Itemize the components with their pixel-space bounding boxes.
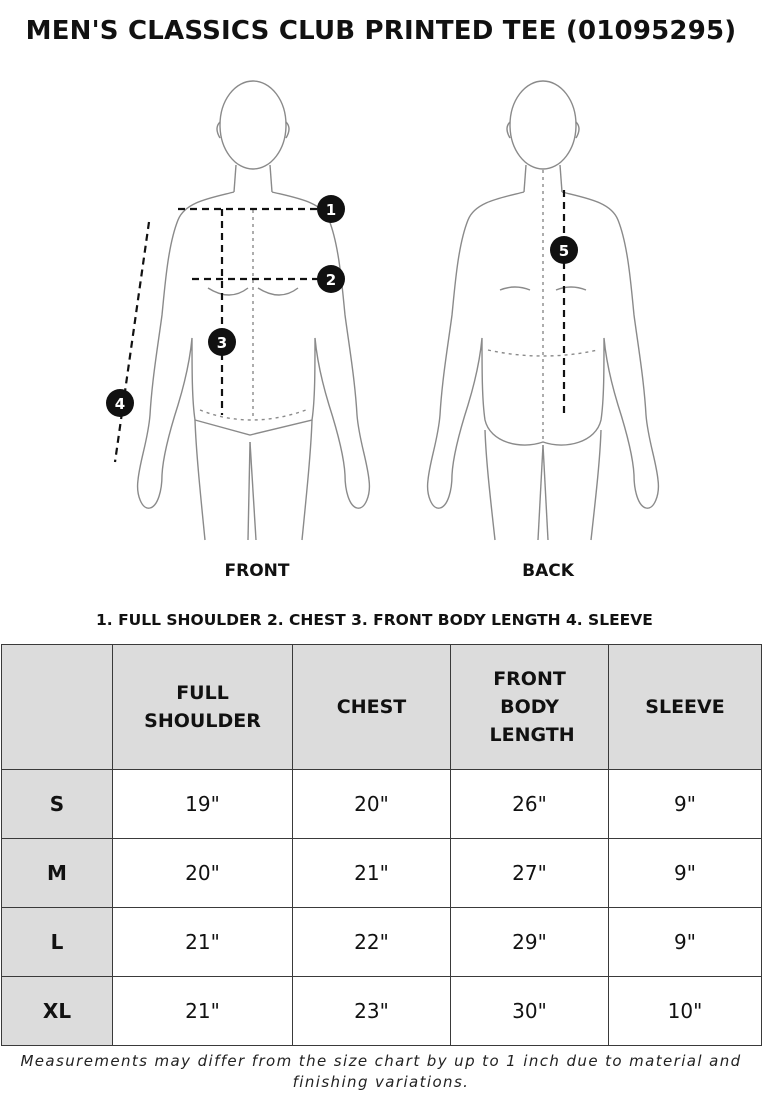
- header-full-shoulder-label: FULL SHOULDER: [144, 682, 261, 732]
- header-front-body-length: [451, 645, 609, 770]
- table-row: [2, 977, 762, 1046]
- front-label: FRONT: [224, 561, 290, 581]
- header-size: [2, 645, 113, 770]
- full-shoulder-value: 20": [113, 839, 293, 908]
- marker-1: [317, 195, 345, 223]
- back-head: [510, 81, 576, 169]
- sleeve-value: 9": [609, 770, 762, 839]
- sleeve-value: 9": [609, 908, 762, 977]
- header-sleeve: SLEEVE: [609, 645, 762, 770]
- table-row: [2, 770, 762, 839]
- size-chart-table: [1, 644, 762, 1046]
- marker-2: [317, 265, 345, 293]
- marker-5: [550, 236, 578, 264]
- chest-value: 21": [293, 839, 451, 908]
- marker-4-label: 4: [114, 395, 126, 413]
- chest-value: 20": [293, 770, 451, 839]
- header-front-body-length-label: FRONT BODY LENGTH: [489, 668, 575, 746]
- sleeve-value: 10": [609, 977, 762, 1046]
- marker-3-label: 3: [216, 334, 228, 352]
- marker-4: [106, 389, 134, 417]
- table-row: [2, 908, 762, 977]
- size-label: S: [2, 770, 113, 839]
- front-body-length-value: 30": [451, 977, 609, 1046]
- back-label: BACK: [522, 561, 574, 581]
- front-body-length-value: 26": [451, 770, 609, 839]
- size-label: XL: [2, 977, 113, 1046]
- size-label: M: [2, 839, 113, 908]
- sleeve-value: 9": [609, 839, 762, 908]
- back-figure: [428, 81, 659, 540]
- front-head: [220, 81, 286, 169]
- back-body-outline: [428, 192, 659, 508]
- full-shoulder-value: 21": [113, 908, 293, 977]
- front-body-length-value: 29": [451, 908, 609, 977]
- chest-value: 22": [293, 908, 451, 977]
- marker-2-label: 2: [325, 271, 337, 289]
- chest-value: 23": [293, 977, 451, 1046]
- sleeve-line: [115, 222, 149, 462]
- measurement-note: Measurements may differ from the size chart by up to 1 inch due to material and finishing variations.: [20, 1052, 742, 1091]
- table-row: [2, 839, 762, 908]
- marker-1-label: 1: [325, 201, 337, 219]
- front-figure: [138, 81, 370, 540]
- measurement-figures: [0, 70, 762, 560]
- front-body-length-value: 27": [451, 839, 609, 908]
- page-title: MEN'S CLASSICS CLUB PRINTED TEE (01095295): [25, 16, 737, 46]
- marker-3: [208, 328, 236, 356]
- header-chest: CHEST: [293, 645, 451, 770]
- size-label: L: [2, 908, 113, 977]
- header-full-shoulder: [113, 645, 293, 770]
- full-shoulder-value: 19": [113, 770, 293, 839]
- table-header-row: [2, 645, 762, 770]
- full-shoulder-value: 21": [113, 977, 293, 1046]
- measurement-legend: 1. FULL SHOULDER 2. CHEST 3. FRONT BODY LENGTH 4. SLEEVE: [96, 611, 653, 629]
- marker-5-label: 5: [558, 242, 570, 260]
